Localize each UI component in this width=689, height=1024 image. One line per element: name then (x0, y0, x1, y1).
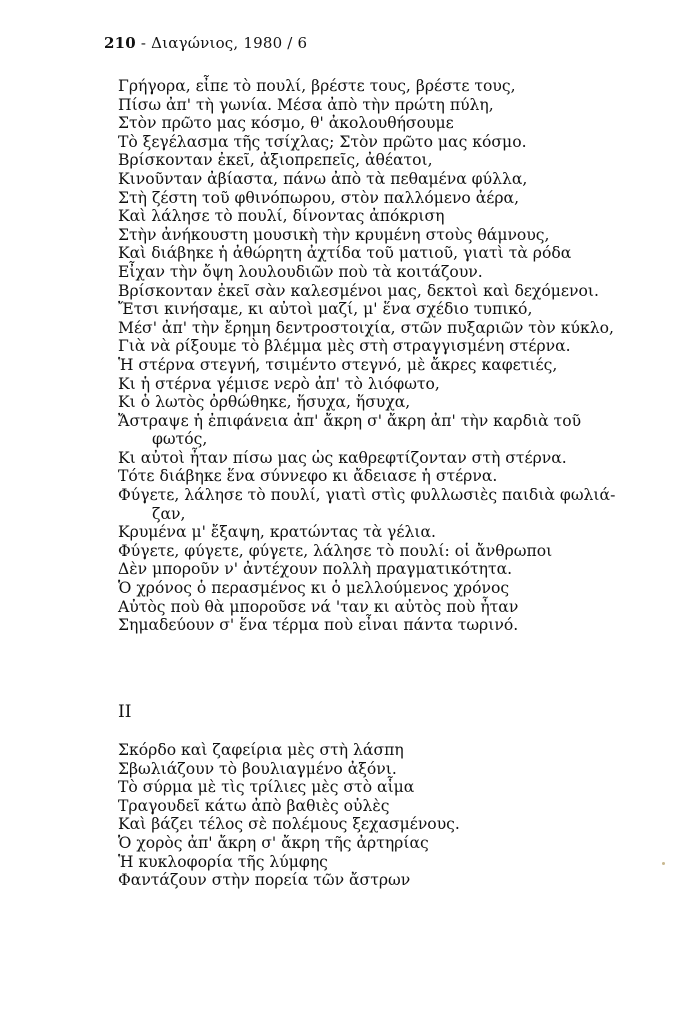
verse-line: Ἄστραψε ἡ ἐπιφάνεια ἀπ' ἄκρη σ' ἄκρη ἀπ' τὴν καρδιὰ τοῦ (118, 411, 582, 430)
running-title: - Διαγώνιος, 1980 / 6 (140, 34, 308, 52)
verse-line: Ἡ στέρνα στεγνή, τσιμέντο στεγνό, μὲ ἄκρες καφετιές, (118, 355, 558, 374)
verse-line: Γρήγορα, εἶπε τὸ πουλί, βρέστε τους, βρέστε τους, (118, 77, 516, 95)
verse-line: Φύγετε, φύγετε, φύγετε, λάλησε τὸ πουλί: οἱ ἄνθρωποι (118, 541, 553, 560)
verse-line: Τὸ ξεγέλασμα τῆς τσίχλας; Στὸν πρῶτο μας κόσμο. (118, 132, 527, 151)
verse-line: Ὁ χρόνος ὁ περασμένος κι ὁ μελλούμενος χρόνος (118, 579, 510, 598)
verse-line: Κι αὐτοὶ ἦταν πίσω μας ὡς καθρεφτίζονταν στὴ στέρνα. (118, 448, 567, 467)
paper-speck (662, 862, 665, 865)
verse-line: Φαντάζουν στὴν πορεία τῶν ἄστρων (118, 871, 411, 890)
verse-line: Τότε διάβηκε ἕνα σύννεφο κι ἄδειασε ἡ στέρνα. (118, 467, 498, 486)
running-head (104, 34, 307, 52)
verse-line: Εἶχαν τὴν ὄψη λουλουδιῶν ποὺ τὰ κοιτάζουν. (118, 262, 483, 281)
verse-line: Δὲν μποροῦν ν' ἀντέχουν πολλὴ πραγματικότητα. (118, 560, 513, 579)
verse-line: Κι ἡ στέρνα γέμισε νερὸ ἀπ' τὸ λιόφωτο, (118, 374, 440, 393)
verse-line: Κι ὁ λωτὸς ὀρθώθηκε, ἥσυχα, ἥσυχα, (118, 393, 411, 412)
verse-line: Ὁ χορὸς ἀπ' ἄκρη σ' ἄκρη τῆς ἀρτηρίας (118, 833, 429, 852)
verse-line: Καὶ βάζει τέλος σὲ πολέμους ξεχασμένους. (118, 815, 460, 834)
section-heading: II (118, 702, 132, 722)
verse-line: Τραγουδεῖ κάτω ἀπὸ βαθιὲς οὐλὲς (118, 796, 390, 815)
verse-line: Ἡ κυκλοφορία τῆς λύμφης (118, 852, 328, 871)
verse-line: Κινοῦνταν ἀβίαστα, πάνω ἀπὸ τὰ πεθαμένα φύλλα, (118, 169, 528, 188)
poem-section-2 (118, 741, 663, 890)
verse-line: Σκόρδο καὶ ζαφείρια μὲς στὴ λάσπη (118, 741, 404, 759)
verse-line-continuation: φωτός, (152, 430, 208, 449)
verse-line: Βρίσκονταν ἐκεῖ σὰν καλεσμένοι μας, δεκτοὶ καὶ δεχόμενοι. (118, 281, 599, 300)
verse-line: Πίσω ἀπ' τὴ γωνία. Μέσα ἀπὸ τὴν πρώτη πύλη, (118, 95, 494, 114)
verse-line: Στὴ ζέστη τοῦ φθινόπωρου, στὸν παλλόμενο ἀέρα, (118, 188, 520, 207)
verse-line: Γιὰ νὰ ρίξουμε τὸ βλέμμα μὲς στὴ στραγγισμένη στέρνα. (118, 337, 571, 356)
verse-line: Φύγετε, λάλησε τὸ πουλί, γιατὶ στὶς φυλλωσιὲς παιδιὰ φωλιά- (118, 486, 616, 505)
verse-line: Σημαδεύουν σ' ἕνα τέρμα ποὺ εἶναι πάντα τωρινό. (118, 616, 519, 635)
verse-line: Σβωλιάζουν τὸ βουλιαγμένο ἀξόνι. (118, 759, 397, 778)
verse-line: Στὸν πρῶτο μας κόσμο, θ' ἀκολουθήσουμε (118, 114, 454, 133)
verse-line: Καὶ διάβηκε ἡ ἀθώρητη ἀχτίδα τοῦ ματιοῦ, γιατὶ τὰ ρόδα (118, 244, 572, 263)
verse-line: Καὶ λάλησε τὸ πουλί, δίνοντας ἀπόκριση (118, 207, 445, 226)
verse-line: Αὐτὸς ποὺ θὰ μποροῦσε νά 'ταν κι αὐτὸς ποὺ ἦταν (118, 597, 519, 616)
verse-line: Τὸ σύρμα μὲ τὶς τρίλιες μὲς στὸ αἷμα (118, 778, 415, 797)
verse-line: Βρίσκονταν ἐκεῖ, ἀξιοπρεπεῖς, ἀθέατοι, (118, 151, 433, 170)
verse-line: Στὴν ἀνήκουστη μουσικὴ τὴν κρυμένη στοὺς θάμνους, (118, 225, 550, 244)
verse-line: Κρυμένα μ' ἔξαψη, κρατώντας τὰ γέλια. (118, 523, 436, 542)
verse-line: Ἔτσι κινήσαμε, κι αὐτοὶ μαζί, μ' ἕνα σχέδιο τυπικό, (118, 300, 533, 319)
verse-line: Μέσ' ἀπ' τὴν ἔρημη δεντροστοιχία, στῶν πυξαριῶν τὸν κύκλο, (118, 318, 614, 337)
poem-section-1 (118, 77, 663, 635)
verse-line-continuation: ζαν, (152, 504, 186, 523)
page-number: 210 (104, 34, 136, 52)
